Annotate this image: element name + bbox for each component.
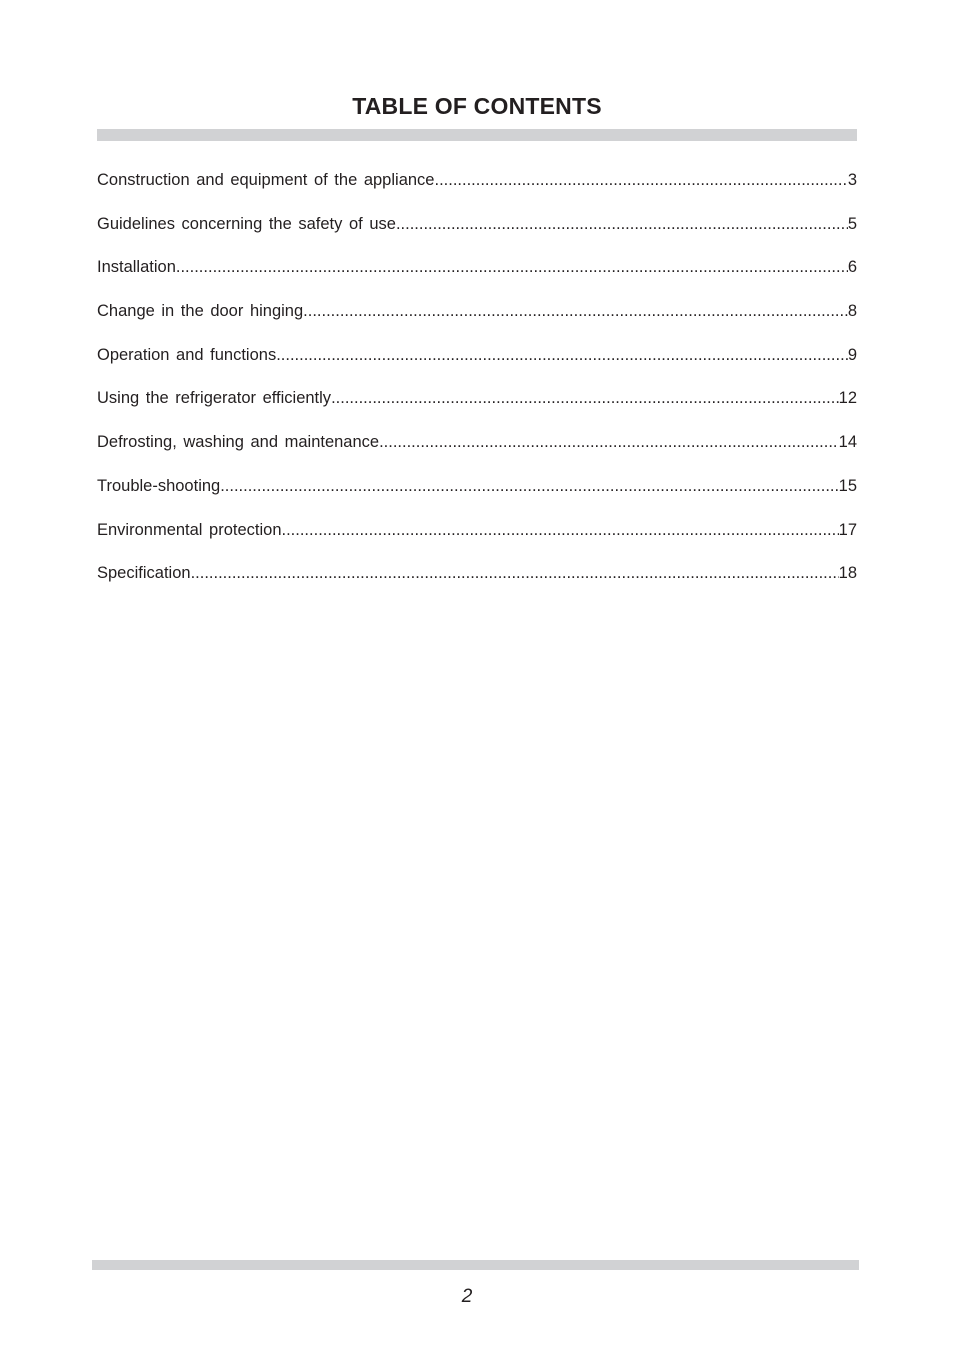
toc-entry-page: 8	[847, 302, 857, 321]
toc-dot-leader	[220, 475, 838, 497]
toc-entry-page: 15	[838, 476, 857, 495]
toc-entry-page: 14	[838, 433, 857, 452]
toc-entry-label: Installation	[97, 258, 176, 277]
toc-entry-page: 18	[838, 564, 857, 583]
table-of-contents	[97, 169, 857, 606]
toc-dot-leader	[282, 519, 839, 541]
page-title: TABLE OF CONTENTS	[352, 93, 602, 119]
toc-entry-page: 6	[847, 258, 857, 277]
toc-dot-leader	[191, 562, 839, 584]
toc-entry-label: Construction and equipment of the appliance	[97, 171, 435, 189]
toc-entry-label: Change in the door hinging	[97, 302, 304, 321]
toc-dot-leader	[176, 256, 848, 278]
toc-entry-page: 9	[847, 345, 857, 364]
toc-entry-label: Guidelines concerning the safety of use	[97, 214, 396, 233]
toc-dot-leader	[434, 169, 847, 191]
toc-entry-label: Environmental protection	[97, 520, 282, 539]
toc-entry[interactable]	[97, 387, 857, 431]
toc-entry-label: Operation and functions	[97, 345, 277, 364]
toc-entry-page: 3	[847, 171, 857, 189]
bottom-divider	[92, 1260, 859, 1270]
toc-entry-page: 5	[847, 214, 857, 233]
toc-entry-label: Trouble-shooting	[97, 476, 221, 495]
toc-entry[interactable]	[97, 256, 857, 300]
toc-entry-page: 17	[838, 520, 857, 539]
toc-dot-leader	[303, 300, 848, 322]
toc-entry-label: Defrosting, washing and maintenance	[97, 433, 380, 452]
toc-entry[interactable]	[97, 213, 857, 257]
toc-entry-label: Specification	[97, 564, 191, 583]
toc-entry-page: 12	[838, 389, 857, 408]
toc-entry-label: Using the refrigerator efficiently	[97, 389, 332, 408]
toc-entry[interactable]	[97, 169, 857, 213]
toc-entry[interactable]	[97, 475, 857, 519]
toc-dot-leader	[276, 344, 848, 366]
toc-dot-leader	[379, 431, 839, 453]
toc-entry[interactable]	[97, 431, 857, 475]
toc-dot-leader	[396, 213, 848, 235]
toc-entry[interactable]	[97, 519, 857, 563]
page-number: 2	[461, 1286, 473, 1307]
toc-dot-leader	[331, 387, 839, 409]
toc-entry[interactable]	[97, 562, 857, 606]
toc-entry[interactable]	[97, 344, 857, 388]
top-divider	[97, 129, 857, 141]
toc-entry[interactable]	[97, 300, 857, 344]
